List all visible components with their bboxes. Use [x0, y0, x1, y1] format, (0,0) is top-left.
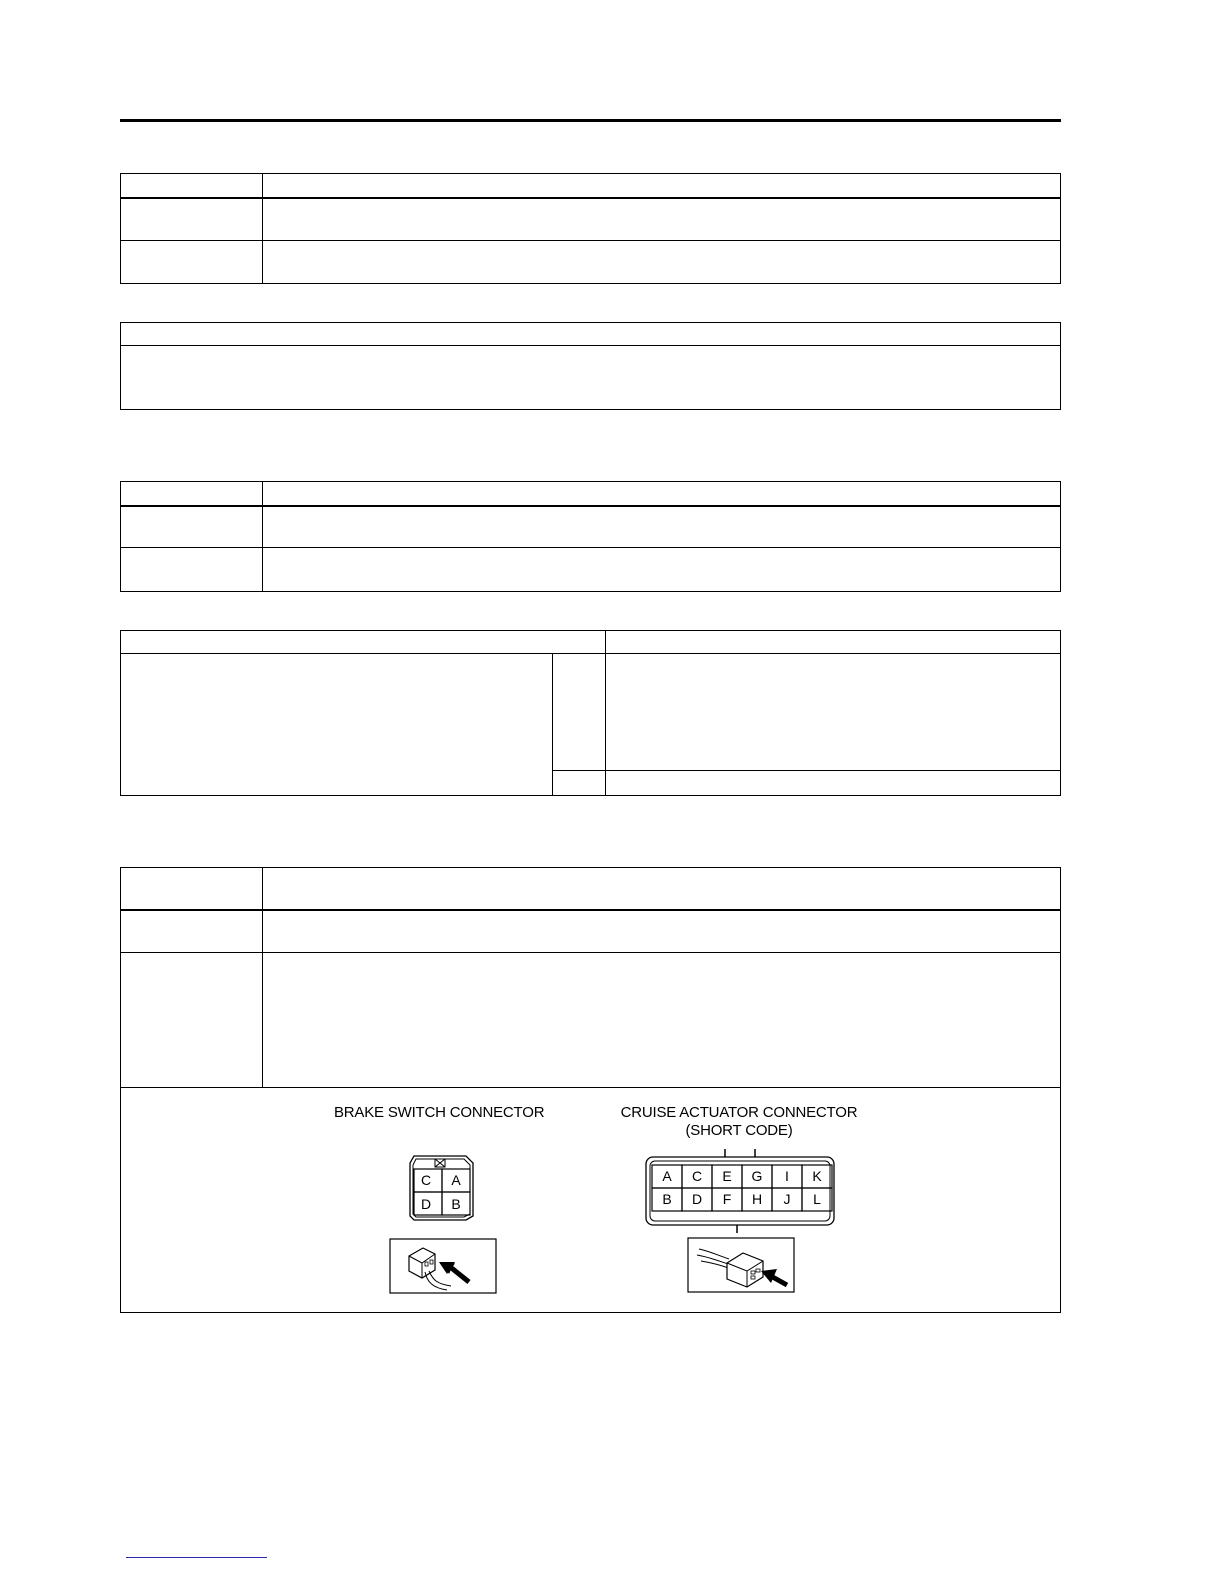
cruise-pin-label: C [691, 1168, 703, 1184]
cruise-actuator-connector-diagram [638, 1145, 842, 1235]
table-4-header-column-divider [605, 630, 606, 796]
table-4-step-column-divider [552, 653, 553, 796]
table-5-column-divider [262, 867, 263, 1087]
note-table [120, 322, 1061, 410]
brake-switch-connector-title: BRAKE SWITCH CONNECTOR [334, 1104, 545, 1121]
header-rule [120, 119, 1061, 122]
step-action-table [120, 630, 1061, 796]
footer-link-underline [126, 1557, 267, 1558]
cruise-pin-label: F [722, 1191, 732, 1207]
table-1-column-divider [262, 173, 263, 284]
cruise-pin-label: G [751, 1168, 763, 1184]
brake-pin-label: B [451, 1196, 461, 1212]
cruise-connector-view-icon [687, 1237, 796, 1294]
cruise-pin-label: J [783, 1191, 791, 1207]
cruise-pin-label: I [785, 1168, 789, 1184]
brake-pin-label: C [420, 1172, 432, 1188]
cruise-pin-label: A [662, 1168, 672, 1184]
table-4-header-divider [120, 653, 1061, 654]
brake-switch-connector-diagram [400, 1148, 490, 1228]
brake-connector-view-icon [389, 1238, 498, 1295]
cruise-actuator-connector-subtitle: (SHORT CODE) [685, 1122, 793, 1139]
cruise-pin-label: L [813, 1191, 821, 1207]
note-table-header-divider [120, 345, 1061, 346]
cruise-pin-label: D [691, 1191, 703, 1207]
cruise-pin-label: H [751, 1191, 763, 1207]
cruise-actuator-connector-title: CRUISE ACTUATOR CONNECTOR [620, 1104, 858, 1121]
table-4-row-divider [552, 770, 1061, 771]
table-5-row-divider-3 [120, 1087, 1061, 1088]
cruise-pin-label: K [812, 1168, 822, 1184]
cruise-pin-label: E [722, 1168, 732, 1184]
table-3-column-divider [262, 481, 263, 592]
cruise-pin-label: B [662, 1191, 672, 1207]
brake-pin-label: A [451, 1172, 461, 1188]
brake-pin-label: D [420, 1196, 432, 1212]
